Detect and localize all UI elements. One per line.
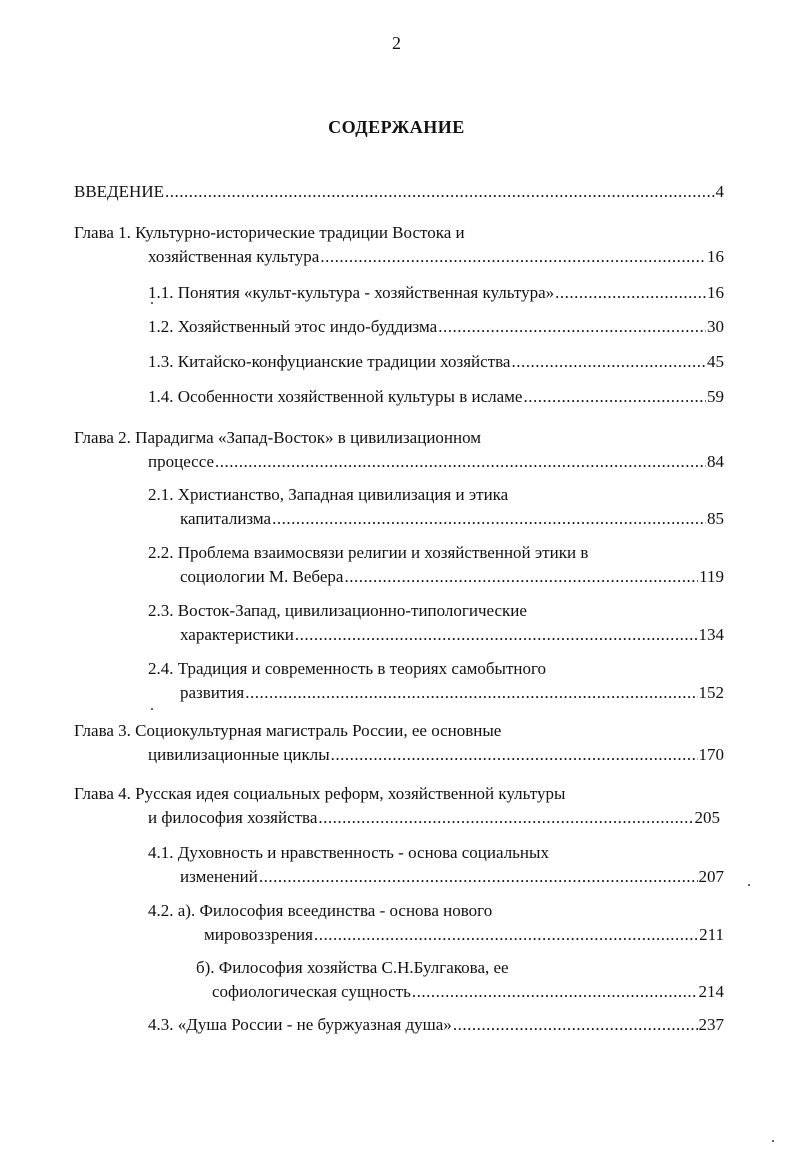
toc-page-number: 207 (698, 868, 724, 886)
toc-page-number: 4 (715, 183, 724, 201)
scan-speck (748, 884, 750, 886)
dot-leader (453, 1016, 698, 1033)
toc-section-4-2b-title: б). Философия хозяйства С.Н.Булгакова, ее (196, 959, 509, 977)
dot-leader (165, 183, 715, 200)
dot-leader (259, 868, 698, 885)
dot-leader (320, 248, 706, 265)
toc-chapter-1 (148, 248, 724, 270)
dot-leader (331, 746, 698, 763)
dot-leader (295, 626, 698, 643)
scan-speck (151, 302, 153, 304)
toc-section-2-2 (180, 568, 724, 590)
toc-entry-text: развития (180, 684, 245, 702)
dot-leader (412, 983, 698, 1000)
toc-page-number: 85 (707, 510, 724, 528)
toc-section-1-1 (148, 284, 724, 306)
toc-section-2-4 (180, 684, 724, 706)
toc-section-1-4 (148, 388, 724, 410)
toc-section-4-2a-title: 4.2. а). Философия всеединства - основа нового (148, 902, 493, 920)
toc-page-number: 84 (707, 453, 724, 471)
toc-entry-text: характеристики (180, 626, 294, 644)
dot-leader (344, 568, 698, 585)
toc-chapter-2 (148, 453, 724, 475)
toc-page-number: 214 (698, 983, 724, 1001)
toc-page-number: 119 (699, 568, 724, 586)
dot-leader (215, 453, 706, 470)
toc-entry-text: 1.4. Особенности хозяйственной культуры в исламе (148, 388, 523, 406)
toc-section-4-1-title: 4.1. Духовность и нравственность - основа социальных (148, 844, 549, 862)
dot-leader (511, 353, 706, 370)
dot-leader (245, 684, 697, 701)
toc-chapter-3-title: Глава 3. Социокультурная магистраль России, ее основные (74, 722, 502, 740)
toc-entry-text: цивилизационные циклы (148, 746, 330, 764)
toc-chapter-4 (148, 809, 720, 831)
dot-leader (555, 284, 706, 301)
toc-entry-text: мировоззрения (204, 926, 313, 944)
toc-section-4-3 (148, 1016, 724, 1038)
toc-section-2-1-title: 2.1. Христианство, Западная цивилизация и этика (148, 486, 509, 504)
page-number: 2 (392, 33, 401, 53)
toc-page-number: 30 (707, 318, 724, 336)
dot-leader (318, 809, 693, 826)
toc-title: СОДЕРЖАНИЕ (328, 117, 465, 137)
toc-section-4-2a (204, 926, 724, 948)
scan-speck (151, 708, 153, 710)
toc-section-2-3 (180, 626, 724, 648)
dot-leader (523, 388, 706, 405)
toc-chapter-1-title: Глава 1. Культурно-исторические традиции Востока и (74, 224, 465, 242)
toc-entry-text: хозяйственная культура (148, 248, 320, 266)
toc-page-number: 237 (698, 1016, 724, 1034)
toc-entry-text: социологии М. Вебера (180, 568, 344, 586)
toc-entry-introduction (74, 183, 724, 205)
toc-page-number: 205 (694, 809, 720, 827)
toc-chapter-4-title: Глава 4. Русская идея социальных реформ, хозяйственной культуры (74, 785, 566, 803)
toc-section-2-1 (180, 510, 724, 532)
toc-entry-text: и философия хозяйства (148, 809, 318, 827)
toc-page-number: 16 (707, 284, 724, 302)
toc-entry-text: 4.3. «Душа России - не буржуазная душа» (148, 1016, 452, 1034)
toc-page-number: 211 (699, 926, 724, 944)
toc-section-2-4-title: 2.4. Традиция и современность в теориях самобытного (148, 660, 547, 678)
toc-entry-text: 1.2. Хозяйственный этос индо-буддизма (148, 318, 438, 336)
toc-page-number: 170 (698, 746, 724, 764)
toc-chapter-3 (148, 746, 724, 768)
toc-entry-text: 1.3. Китайско-конфуцианские традиции хозяйства (148, 353, 511, 371)
toc-section-1-2 (148, 318, 724, 340)
toc-entry-text: процессе (148, 453, 215, 471)
toc-page-number: 59 (707, 388, 724, 406)
toc-entry-text: изменений (180, 868, 258, 886)
toc-section-2-2-title: 2.2. Проблема взаимосвязи религии и хозяйственной этики в (148, 544, 589, 562)
toc-page-number: 134 (698, 626, 724, 644)
toc-page-number: 45 (707, 353, 724, 371)
toc-entry-text: капитализма (180, 510, 272, 528)
toc-section-1-3 (148, 353, 724, 375)
toc-page-number: 152 (698, 684, 724, 702)
dot-leader (314, 926, 698, 943)
dot-leader (272, 510, 706, 527)
toc-entry-text: ВВЕДЕНИЕ (74, 183, 164, 201)
dot-leader (438, 318, 706, 335)
toc-page-number: 16 (707, 248, 724, 266)
toc-entry-text: 1.1. Понятия «культ-культура - хозяйственная культура» (148, 284, 555, 302)
toc-section-4-1 (180, 868, 724, 890)
toc-entry-text: софиологическая сущность (212, 983, 411, 1001)
scan-speck (772, 1140, 774, 1142)
toc-section-2-3-title: 2.3. Восток-Запад, цивилизационно-типологические (148, 602, 527, 620)
toc-section-4-2b (212, 983, 724, 1005)
toc-chapter-2-title: Глава 2. Парадигма «Запад-Восток» в цивилизационном (74, 429, 482, 447)
